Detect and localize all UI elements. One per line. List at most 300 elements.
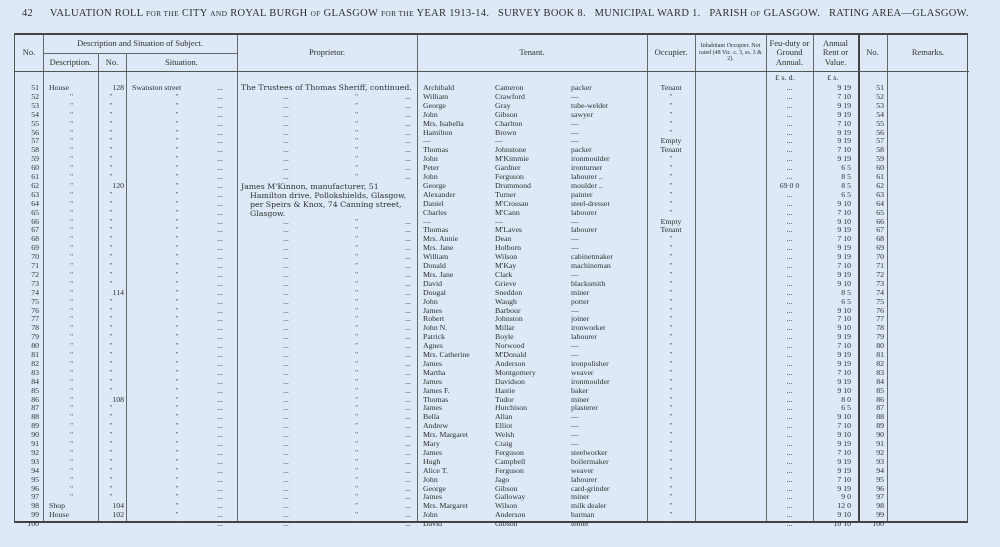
no: 80 [31,341,39,351]
occupier: " [669,376,673,386]
no: 86 [31,394,39,404]
situation-leader-dots: ... [217,172,223,181]
table-row [15,323,969,332]
occupation: packer [571,145,592,155]
tenant-first: Mrs. Isabella [423,118,464,128]
table-row [15,172,969,181]
tenant-first: Mary [423,439,440,448]
description: " [69,403,74,413]
occupation: ironworker [571,323,606,333]
feu-duty: ... [786,234,793,244]
tenant-surname: Sneddon [495,287,523,297]
subject-no: " [109,483,113,493]
description: " [69,207,74,217]
feu-duty: ... [786,465,793,475]
table-row [15,484,969,493]
tenant-surname: Jago [495,474,510,484]
annual-rent: 9 10 [837,323,851,333]
situation: " [175,269,179,279]
feu-duty: ... [786,492,793,502]
table-row [15,448,969,457]
situation: " [175,421,179,431]
no: 78 [31,323,39,333]
occupier: " [669,287,673,297]
feu-duty: ... [786,314,793,324]
description: " [69,127,74,137]
proprietor-dots: ... [405,163,411,173]
feu-duty: ... [786,287,793,297]
occupier: " [669,314,673,324]
occupier: " [669,198,673,208]
table-row [15,519,969,528]
subject-no: " [109,172,113,181]
tenant-surname: Gardner [495,163,521,173]
situation: " [175,519,179,529]
tenant-surname: Welsh [495,430,515,440]
tenant-surname: M'Laves [495,225,522,235]
situation-leader-dots: ... [217,136,223,146]
tenant-surname: Wilson [495,501,518,511]
annual-rent: 8 5 [841,180,851,190]
situation-leader-dots: ... [217,412,223,422]
row-no-right: 84 [876,376,884,386]
situation: " [175,180,179,190]
tenant-surname: — [495,216,503,226]
title-part: ROYAL BURGH [230,8,308,19]
proprietor-dots: ... [283,483,289,493]
occupation: baker [571,385,589,395]
annual-rent: 6 5 [841,296,851,306]
annual-rent: 9 10 [837,412,851,422]
row-no-right: 58 [876,145,884,155]
title-part: RATING AREA—GLASGOW. [828,8,969,19]
tenant-surname: Campbell [495,456,526,466]
no: 70 [31,252,39,262]
proprietor-ditto: " [355,394,359,404]
table-row [15,101,969,110]
subject-no: " [109,412,113,422]
situation-leader-dots: ... [217,100,223,110]
occupier: " [669,127,673,137]
no: 66 [31,216,39,226]
feu-duty: ... [786,385,793,395]
description: " [69,350,74,359]
annual-rent: 9 19 [837,83,851,92]
subject-no: " [109,367,113,377]
occupier: " [669,189,673,199]
situation: " [175,358,179,368]
situation: " [175,483,179,493]
tenant-surname: Craig [495,439,513,448]
subject-no: " [109,145,113,155]
subject-no: " [109,447,113,457]
situation: " [175,296,179,306]
proprietor-ditto: " [355,439,359,448]
proprietor-dots: ... [283,439,289,448]
table-row [15,386,969,395]
situation-leader-dots: ... [217,474,223,484]
tenant-first: John [423,109,438,119]
title-part: OF [310,9,321,18]
row-no-right: 78 [876,323,884,333]
table-row [15,439,969,448]
page-number: 42 [22,8,34,19]
no: 98 [31,501,39,511]
no: 95 [31,474,39,484]
tenant-surname: Gray [495,100,511,110]
annual-rent: 9 19 [837,154,851,164]
feu-duty: ... [786,252,793,262]
proprietor-dots: ... [283,278,289,288]
proprietor-ditto: " [355,172,359,181]
feu-duty: ... [786,358,793,368]
situation: " [175,252,179,262]
occupier: " [669,261,673,270]
description: " [69,394,74,404]
proprietor-1: The Trustees of Thomas Sheriff, continued. [241,83,412,92]
proprietor-dots: ... [405,118,411,128]
no: 84 [31,376,39,386]
no: 93 [31,456,39,466]
table-row [15,332,969,341]
tenant-surname: Dean [495,234,512,244]
tenant-first: Thomas [423,394,449,404]
tenant-first: John [423,510,438,520]
tenant-surname: Gibson [495,519,518,529]
description: " [69,465,74,475]
tenant-surname: Johnston [495,314,523,324]
occupier: " [669,305,673,315]
proprietor-dots: ... [283,492,289,502]
situation-leader-dots: ... [217,358,223,368]
subject-no: 128 [112,83,124,92]
annual-rent: 9 19 [837,350,851,359]
feu-duty: ... [786,403,793,413]
subject-no: " [109,91,113,101]
occupation: barman [571,510,595,520]
row-no-right: 69 [876,243,884,253]
subject-no: " [109,278,113,288]
proprietor-dots: ... [405,145,411,155]
description: " [69,234,74,244]
title-part: GLASGOW [323,8,379,19]
feu-duty: ... [786,439,793,448]
description: " [69,474,74,484]
subject-no: " [109,430,113,440]
occupation: — [571,439,579,448]
annual-rent: 8 0 [841,394,851,404]
proprietor-dots: ... [405,172,411,181]
proprietor-dots: ... [405,385,411,395]
situation-leader-dots: ... [217,243,223,253]
subject-no: 114 [112,287,124,297]
occupier: " [669,385,673,395]
table-row [15,288,969,297]
table-row [15,119,969,128]
tenant-surname: Elliot [495,421,513,431]
row-no-right: 62 [876,180,884,190]
situation: " [175,341,179,351]
subject-no: " [109,376,113,386]
proprietor-dots: ... [283,118,289,128]
situation-leader-dots: ... [217,118,223,128]
tenant-first: James [423,358,443,368]
title-part: CITY [181,8,208,19]
occupier: " [669,439,673,448]
no: 89 [31,421,39,431]
tenant-surname: Cameron [495,83,524,92]
no: 100 [27,519,39,529]
proprietor-ditto: " [355,376,359,386]
proprietor-ditto: " [355,447,359,457]
proprietor-ditto: " [355,118,359,128]
situation-leader-dots: ... [217,269,223,279]
row-no-right: 53 [876,100,884,110]
proprietor-dots: ... [405,376,411,386]
situation-leader-dots: ... [217,323,223,333]
proprietor-dots: ... [405,519,411,529]
tenant-surname: Grieve [495,278,517,288]
proprietor-dots: ... [283,332,289,342]
proprietor-dots: ... [283,430,289,440]
annual-rent: 9 19 [837,465,851,475]
situation: " [175,510,179,520]
annual-rent: 7 10 [837,118,851,128]
description: " [69,519,74,529]
annual-rent: 9 19 [837,252,851,262]
annual-rent: 6 5 [841,163,851,173]
tenant-surname: Ferguson [495,447,524,457]
situation: " [175,118,179,128]
tenant-first: John N. [423,323,448,333]
proprietor-dots: ... [283,358,289,368]
situation-leader-dots: ... [217,430,223,440]
proprietor-dots: ... [283,456,289,466]
occupation: — [571,350,579,359]
subject-no: " [109,198,113,208]
situation: " [175,447,179,457]
situation: " [175,465,179,475]
proprietor-dots: ... [283,163,289,173]
description: " [69,163,74,173]
no: 72 [31,269,39,279]
feu-duty: ... [786,367,793,377]
proprietor-dots: ... [405,483,411,493]
feu-duty: ... [786,100,793,110]
description: " [69,358,74,368]
table-row [15,377,969,386]
proprietor-ditto: " [355,261,359,270]
tenant-surname: Galloway [495,492,526,502]
tenant-surname: Hastie [495,385,515,395]
annual-rent: 7 10 [837,145,851,155]
tenant-surname: Brown [495,127,517,137]
occupation: — [571,127,579,137]
proprietor-dots: ... [283,269,289,279]
description: " [69,243,74,253]
no: 81 [31,350,39,359]
annual-rent: 7 10 [837,367,851,377]
tenant-surname: Charlton [495,118,523,128]
feu-duty: ... [786,474,793,484]
occupation: potter [571,296,590,306]
no: 62 [31,180,39,190]
description: " [69,278,74,288]
row-no-right: 85 [876,385,884,395]
subject-no: " [109,109,113,119]
annual-rent: 9 10 [837,385,851,395]
tenant-first: James [423,376,443,386]
proprietor-ditto: " [355,358,359,368]
situation-leader-dots: ... [217,519,223,529]
situation: " [175,145,179,155]
situation: " [175,474,179,484]
feu-duty: ... [786,83,793,92]
situation: " [175,492,179,502]
tenant-first: James [423,305,443,315]
situation-leader-dots: ... [217,439,223,448]
occupier: " [669,358,673,368]
occupier: " [669,430,673,440]
situation: " [175,403,179,413]
situation-leader-dots: ... [217,91,223,101]
situation-leader-dots: ... [217,403,223,413]
row-no-right: 52 [876,91,884,101]
no: 63 [31,189,39,199]
situation: " [175,198,179,208]
table-row [15,475,969,484]
proprietor-ditto: " [355,367,359,377]
occupation: — [571,430,579,440]
description: House [49,510,69,520]
tenant-first: Mrs. Jane [423,243,454,253]
proprietor-dots: ... [405,278,411,288]
table-row [15,190,969,199]
proprietor-dots: ... [283,403,289,413]
description: Shop [49,501,66,511]
tenant-first: George [423,100,446,110]
feu-duty: ... [786,296,793,306]
row-no-right: 55 [876,118,884,128]
subject-no: " [109,252,113,262]
tenant-first: John [423,474,438,484]
situation-leader-dots: ... [217,421,223,431]
situation: " [175,501,179,511]
occupier: " [669,412,673,422]
tenant-surname: Crawford [495,91,525,101]
proprietor-dots: ... [283,234,289,244]
description: " [69,216,74,226]
row-no-right: 95 [876,474,884,484]
row-no-right: 89 [876,421,884,431]
tenant-surname: Turner [495,189,516,199]
description: " [69,430,74,440]
tenant-first: Donald [423,261,446,270]
situation-leader-dots: ... [217,350,223,359]
situation-leader-dots: ... [217,492,223,502]
table-row [15,225,969,234]
table-row [15,466,969,475]
subject-no: " [109,350,113,359]
occupation: labourer [571,225,597,235]
situation-leader-dots: ... [217,252,223,262]
tenant-first: Thomas [423,145,449,155]
no: 90 [31,430,39,440]
occupier: " [669,243,673,253]
occupier: " [669,474,673,484]
subject-no: 104 [112,501,124,511]
tenant-surname: M'Donald [495,350,527,359]
table-row [15,252,969,261]
row-no-right: 72 [876,269,884,279]
annual-rent: 6 5 [841,189,851,199]
occupier: Tenant [660,225,682,235]
description: " [69,189,74,199]
tenant-surname: Millar [495,323,515,333]
situation-leader-dots: ... [217,296,223,306]
occupier: Tenant [660,145,682,155]
annual-rent: 9 19 [837,243,851,253]
table-row [15,359,969,368]
situation: " [175,261,179,270]
situation-leader-dots: ... [217,278,223,288]
row-no-right: 87 [876,403,884,413]
proprietor-dots: ... [405,350,411,359]
occupation: sawyer [571,109,594,119]
tenant-first: Daniel [423,198,444,208]
no: 79 [31,332,39,342]
no: 99 [31,510,39,520]
table-row [15,199,969,208]
tenant-first: Peter [423,163,440,173]
situation-leader-dots: ... [217,287,223,297]
proprietor-ditto: " [355,278,359,288]
proprietor-dots: ... [405,474,411,484]
proprietor-ditto: " [355,225,359,235]
header-description: Description. [43,54,98,72]
proprietor-dots: ... [283,145,289,155]
proprietor-dots: ... [283,154,289,164]
situation-leader-dots: ... [217,207,223,217]
proprietor-dots: ... [405,243,411,253]
row-no-right: 61 [876,172,884,181]
annual-rent: 9 19 [837,136,851,146]
title-part: SURVEY BOOK 8. [498,8,586,19]
subject-no: " [109,332,113,342]
occupation: steelworker [571,447,608,457]
no: 69 [31,243,39,253]
situation: " [175,136,179,146]
proprietor-ditto: " [355,305,359,315]
proprietor-ditto: " [355,296,359,306]
occupier: " [669,332,673,342]
tenant-surname: Drummond [495,180,531,190]
proprietor-dots: ... [405,287,411,297]
occupation: miner [571,287,590,297]
tenant-surname: Barbour [495,305,521,315]
description: " [69,367,74,377]
proprietor-ditto: " [355,474,359,484]
annual-rent: 8 5 [841,287,851,297]
proprietor-dots: ... [283,109,289,119]
description: " [69,91,74,101]
subject-no: " [109,456,113,466]
table-row [15,279,969,288]
proprietor-dots: ... [283,296,289,306]
situation: " [175,305,179,315]
header-subject-no: No. [98,54,126,72]
proprietor-dots: ... [283,91,289,101]
